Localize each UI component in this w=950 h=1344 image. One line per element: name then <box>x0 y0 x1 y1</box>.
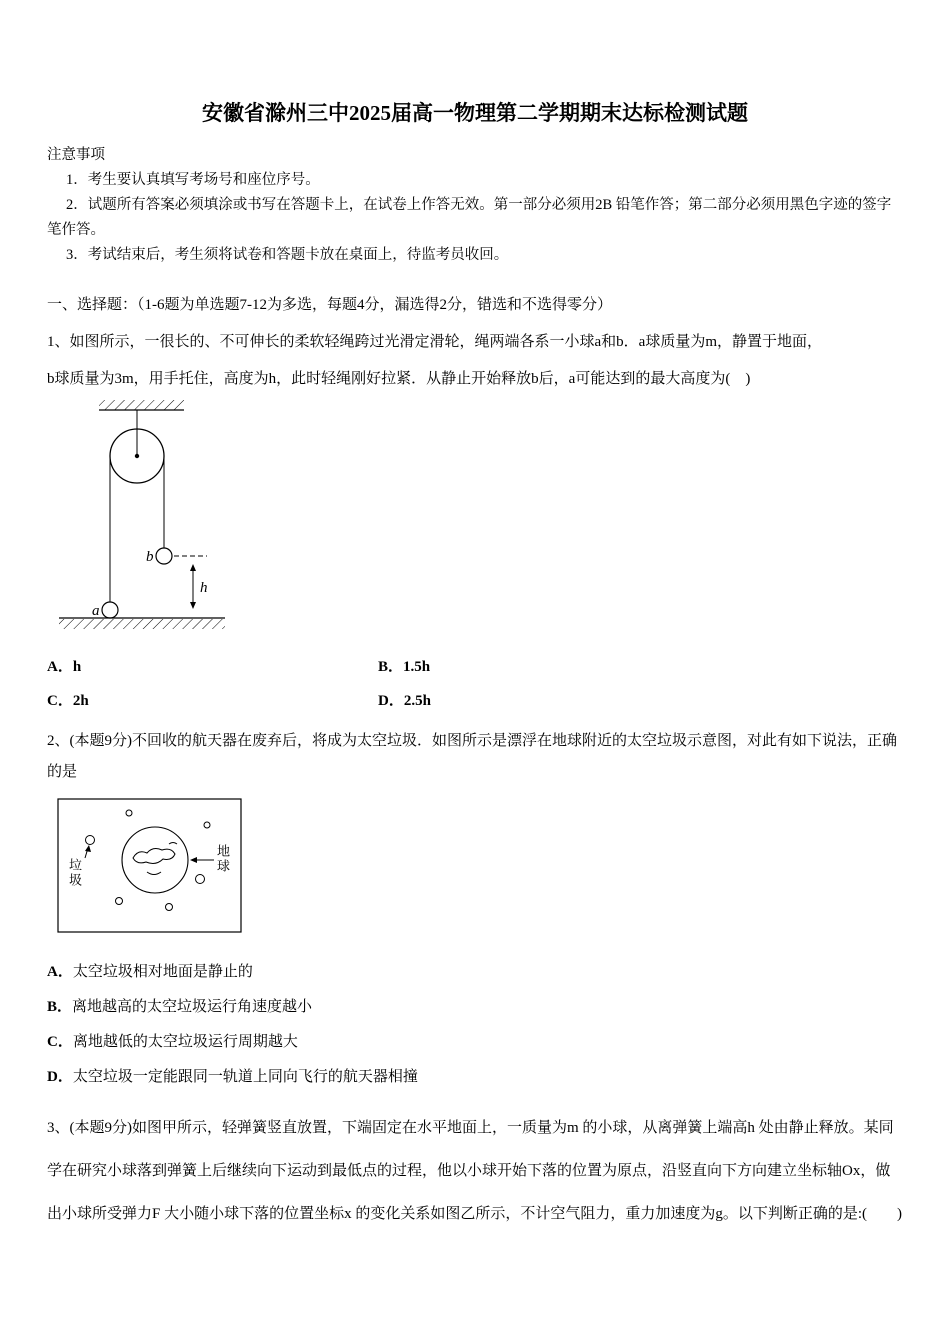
q1-option-d <box>378 689 903 710</box>
q2-option-a <box>47 955 903 990</box>
q1-option-c <box>47 689 378 710</box>
q2-option-b <box>47 990 903 1025</box>
pulley-axle <box>135 454 139 458</box>
q1-options <box>47 655 903 710</box>
option-letter: A． <box>47 964 73 980</box>
q1-text-line-1: 1、如图所示，一很长的、不可伸长的柔软轻绳跨过光滑定滑轮，绳两端各系一小球a和b．a球质量为m，静置于地面， <box>47 334 822 350</box>
notice-item-3: 3．考试结束后，考生须将试卷和答题卡放在桌面上，待监考员收回。 <box>66 247 509 263</box>
q1-pulley-figure <box>47 398 903 643</box>
option-text: h <box>72 659 82 675</box>
option-letter: C． <box>47 693 73 709</box>
q2-options <box>47 955 903 1095</box>
earth-label: 地球 <box>215 844 230 874</box>
q2-earth-figure <box>57 798 242 933</box>
notice-item-2: 2．试题所有答案必须填涂或书写在答题卡上，在试卷上作答无效。第一部分必须用2B 铅笔作答；第二部分必须用黑色字迹的签字笔作答。 <box>47 197 892 238</box>
figure-border <box>58 799 241 932</box>
option-text: 太空垃圾一定能跟同一轨道上同向飞行的航天器相撞 <box>72 1069 418 1085</box>
option-letter: D． <box>47 1069 73 1085</box>
ball-a <box>102 602 118 618</box>
option-letter: A． <box>47 659 73 675</box>
ball-b <box>156 548 172 564</box>
option-text: 离地越高的太空垃圾运行角速度越小 <box>72 999 313 1015</box>
section-1-header: 一、选择题：（1-6题为单选题7-12为多选，每题4分，漏选得2分，错选和不选得零分） <box>47 297 612 313</box>
option-text: 2.5h <box>403 693 431 709</box>
option-text: 离地越低的太空垃圾运行周期越大 <box>72 1034 298 1050</box>
notice-item-1: 1．考生要认真填写考场号和座位序号。 <box>66 172 320 188</box>
ball-b-label: b <box>146 549 154 565</box>
q2-option-d <box>47 1060 903 1095</box>
q2-option-c <box>47 1025 903 1060</box>
q2-text: 2、(本题9分)不回收的航天器在废弃后，将成为太空垃圾．如图所示是漂浮在地球附近的太空垃圾示意图，对此有如下说法，正确的是 <box>47 733 897 780</box>
option-letter: B． <box>378 659 404 675</box>
pulley-figure-svg <box>47 398 237 638</box>
notices-header: 注意事项 <box>47 147 105 163</box>
option-letter: D． <box>378 693 404 709</box>
q1-option-b <box>378 655 903 676</box>
ground <box>59 618 225 629</box>
q1-option-a <box>47 655 378 676</box>
exam-title: 安徽省滁州三中2025届高一物理第二学期期末达标检测试题 <box>202 101 748 125</box>
garbage-label: 垃圾 <box>67 858 82 888</box>
option-text: 2h <box>72 693 89 709</box>
option-letter: C． <box>47 1034 73 1050</box>
ball-a-label: a <box>92 603 100 619</box>
height-label: h <box>200 580 208 596</box>
q1-text-line-2: b球质量为3m，用手托住，高度为h，此时轻绳刚好拉紧．从静止开始释放b后，a可能达到的最大高度为( ) <box>47 371 751 387</box>
ceiling <box>99 400 184 410</box>
option-text: 太空垃圾相对地面是静止的 <box>72 964 253 980</box>
notices-section <box>47 143 903 268</box>
height-dimension <box>190 564 196 609</box>
option-text: 1.5h <box>403 659 431 675</box>
option-letter: B． <box>47 999 73 1015</box>
q3-text: 3、(本题9分)如图甲所示，轻弹簧竖直放置，下端固定在水平地面上，一质量为m 的小球，从离弹簧上端高h 处由静止释放。某同学在研究小球落到弹簧上后继续向下运动到最低点的过程，他以小球开始下落的位置为原点，沿竖直向下方向建立坐标轴Ox，做出小球所受弹力F 大小随小球下落的位置坐标x 的变化关系如图乙所示，不计空气阻力，重力加速度为g。以下判断正确的是:( ) <box>47 1120 903 1222</box>
